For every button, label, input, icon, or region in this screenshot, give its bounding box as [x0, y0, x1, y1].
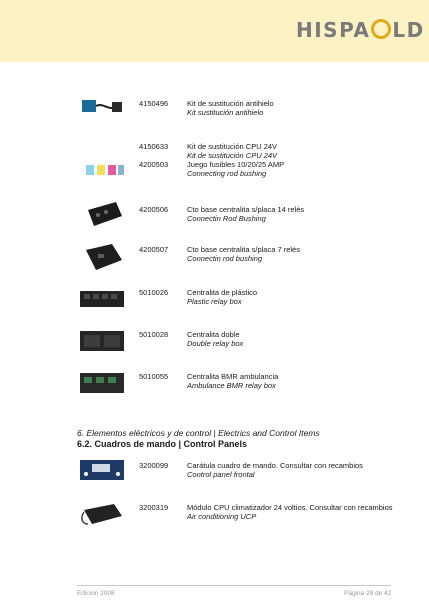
description-en: Kit de sustitución CPU 24V [187, 151, 278, 160]
item-code: 5010055 [139, 372, 169, 381]
description-es: Kit de sustitución CPU 24V [187, 142, 278, 151]
antifreeze-kit-icon [78, 96, 126, 120]
logo-ring-icon [371, 19, 391, 39]
double-relay-box-icon [78, 327, 126, 355]
relay-board-14-icon [78, 200, 126, 230]
description-es: Módulo CPU climatizador 24 voltios. Consultar con recambios [187, 503, 393, 512]
description-es: Kit de sustitución antihielo [187, 99, 274, 108]
description-es: Carátula cuadro de mando. Consultar con recambios [187, 461, 363, 470]
description-es: Cto base centralita s/placa 14 relés [187, 205, 305, 214]
item-code: 4200507 [139, 245, 169, 254]
description-es: Centralita de plástico [187, 288, 258, 297]
item-code: 4200503 [139, 160, 169, 169]
description-en: Plastic relay box [187, 297, 242, 306]
footer-page-number: Página 29 de 42 [344, 590, 392, 597]
description-en: Connecting rod bushing [187, 169, 267, 178]
item-code: 4200506 [139, 205, 169, 214]
fuse-set-icon [78, 161, 126, 177]
description-en: Air conditioning UCP [187, 512, 257, 521]
description-en: Connectin Rod Bushing [187, 214, 266, 223]
description-en: Ambulance BMR relay box [187, 381, 276, 390]
item-description [187, 461, 363, 479]
item-code: 5010028 [139, 330, 169, 339]
subsection-heading: 6.2. Cuadros de mando | Control Panels [77, 439, 248, 449]
description-en: Kit sustitución antihielo [187, 108, 264, 117]
description-en: Double relay box [187, 339, 244, 348]
item-code: 4150496 [139, 99, 169, 108]
item-code: 3200099 [139, 461, 169, 470]
item-description [187, 503, 393, 521]
footer-edition: Edición 2008 [77, 590, 115, 597]
description-es: Juego fusibles 10/20/25 AMP [187, 160, 285, 169]
item-description [187, 288, 257, 306]
footer-divider [77, 585, 391, 586]
item-description [187, 205, 304, 223]
relay-board-7-icon [78, 242, 126, 272]
description-es: Centralita doble [187, 330, 240, 339]
item-description [187, 142, 284, 178]
description-es: Cto base centralita s/placa 7 relés [187, 245, 300, 254]
description-es: Centralita BMR ambulancia [187, 372, 279, 381]
plastic-relay-box-icon [78, 285, 126, 311]
description-en: Connectin rod bushing [187, 254, 263, 263]
item-code: 4150633 [139, 142, 169, 151]
item-description [187, 99, 274, 117]
item-code: 5010026 [139, 288, 169, 297]
description-en: Control panel frontal [187, 470, 255, 479]
bmr-relay-box-icon [78, 369, 126, 397]
item-description [187, 330, 243, 348]
cpu-module-icon [78, 500, 126, 528]
section-heading: 6. Elementos eléctricos y de control | Electrics and Control Items [77, 428, 320, 438]
item-description [187, 245, 300, 263]
control-panel-icon [78, 458, 126, 482]
item-description [187, 372, 278, 390]
brand-logo: HISPA LD [296, 18, 425, 42]
item-code: 3200319 [139, 503, 169, 512]
